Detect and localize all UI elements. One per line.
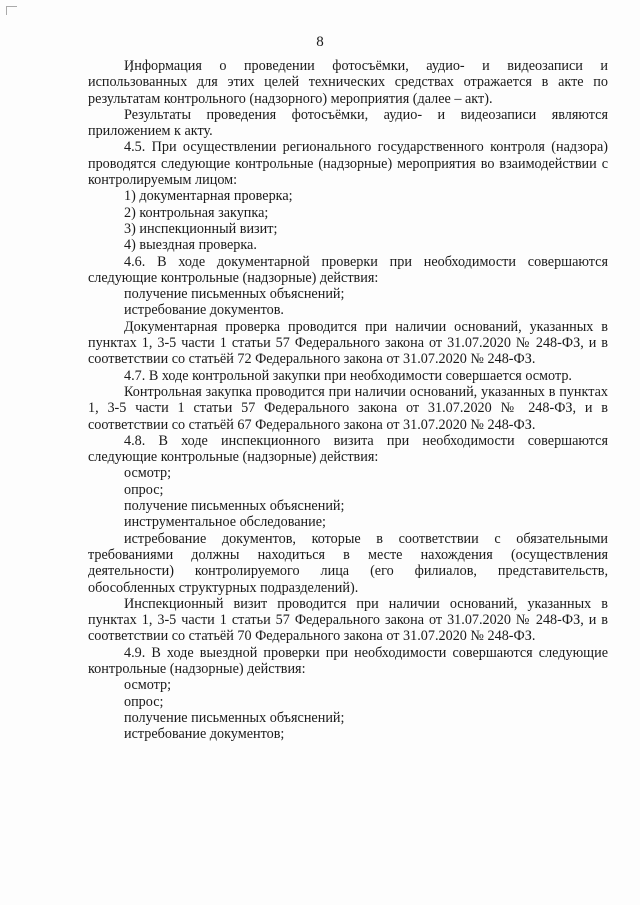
- document-body: [88, 58, 608, 742]
- paragraph-photo-info: Информация о проведении фотосъёмки, аудио- и видеозаписи и использованных для этих целей технических средствах отражается в акте по результатам контрольного (надзорного) мероприятия (далее – акт).: [88, 58, 608, 107]
- list-item: истребование документов;: [124, 726, 285, 743]
- list-item: инструментальное обследование;: [124, 514, 326, 531]
- list-item: 3) инспекционный визит;: [124, 220, 278, 237]
- list-item: получение письменных объяснений;: [124, 498, 345, 515]
- paragraph-photo-results: Результаты проведения фотосъёмки, аудио- и видеозаписи являются приложением к акту.: [88, 106, 608, 140]
- paragraph-4-7: 4.7. В ходе контрольной закупки при необходимости совершается осмотр.: [124, 367, 572, 384]
- list-item: осмотр;: [124, 677, 172, 694]
- paragraph-documents-request: истребование документов, которые в соответствии с обязательными требованиями должны находиться в месте нахождения (осуществления деятельности) контролируемого лица (его филиалов, представительств, обособленных структурных подразделений).: [88, 530, 608, 596]
- list-item: опрос;: [124, 481, 164, 498]
- paragraph-purchase-basis: Контрольная закупка проводится при наличии оснований, указанных в пунктах 1, 3-5 части 1 статьи 57 Федерального закона от 31.07.2020 № 248-ФЗ, и в соответствии со статьёй 67 Федерального закона от 31.07.2020 № 248-ФЗ.: [88, 383, 608, 433]
- list-item: получение письменных объяснений;: [124, 286, 345, 303]
- list-item: 1) документарная проверка;: [124, 188, 293, 205]
- paragraph-4-6: 4.6. В ходе документарной проверки при необходимости совершаются следующие контрольные (надзорные) действия:: [88, 253, 608, 286]
- list-item: истребование документов.: [124, 302, 284, 319]
- list-item: получение письменных объяснений;: [124, 709, 345, 726]
- list-item: 4) выездная проверка.: [124, 237, 257, 254]
- scan-corner-mark: [6, 6, 17, 15]
- list-item: опрос;: [124, 693, 164, 710]
- paragraph-4-9: 4.9. В ходе выездной проверки при необходимости совершаются следующие контрольные (надзорные) действия:: [88, 644, 608, 677]
- list-item: осмотр;: [124, 465, 172, 482]
- list-item: 2) контрольная закупка;: [124, 204, 269, 221]
- paragraph-doc-check-basis: Документарная проверка проводится при наличии оснований, указанных в пунктах 1, 3-5 части 1 статьи 57 Федерального закона от 31.07.2020 № 248-ФЗ, и в соответствии со статьёй 72 Федерального закона от 31.07.2020 № 248-ФЗ.: [88, 318, 608, 368]
- paragraph-4-5: 4.5. При осуществлении регионального государственного контроля (надзора) проводятся следующие контрольные (надзорные) мероприятия во взаимодействии с контролируемым лицом:: [88, 139, 608, 189]
- paragraph-4-8: 4.8. В ходе инспекционного визита при необходимости совершаются следующие контрольные (надзорные) действия:: [88, 432, 608, 466]
- paragraph-visit-basis: Инспекционный визит проводится при наличии оснований, указанных в пунктах 1, 3-5 части 1 статьи 57 Федерального закона от 31.07.2020 № 248-ФЗ, и в соответствии со статьёй 70 Федерального закона от 31.07.2020 № 248-ФЗ.: [88, 595, 608, 645]
- page-number: 8: [316, 34, 324, 50]
